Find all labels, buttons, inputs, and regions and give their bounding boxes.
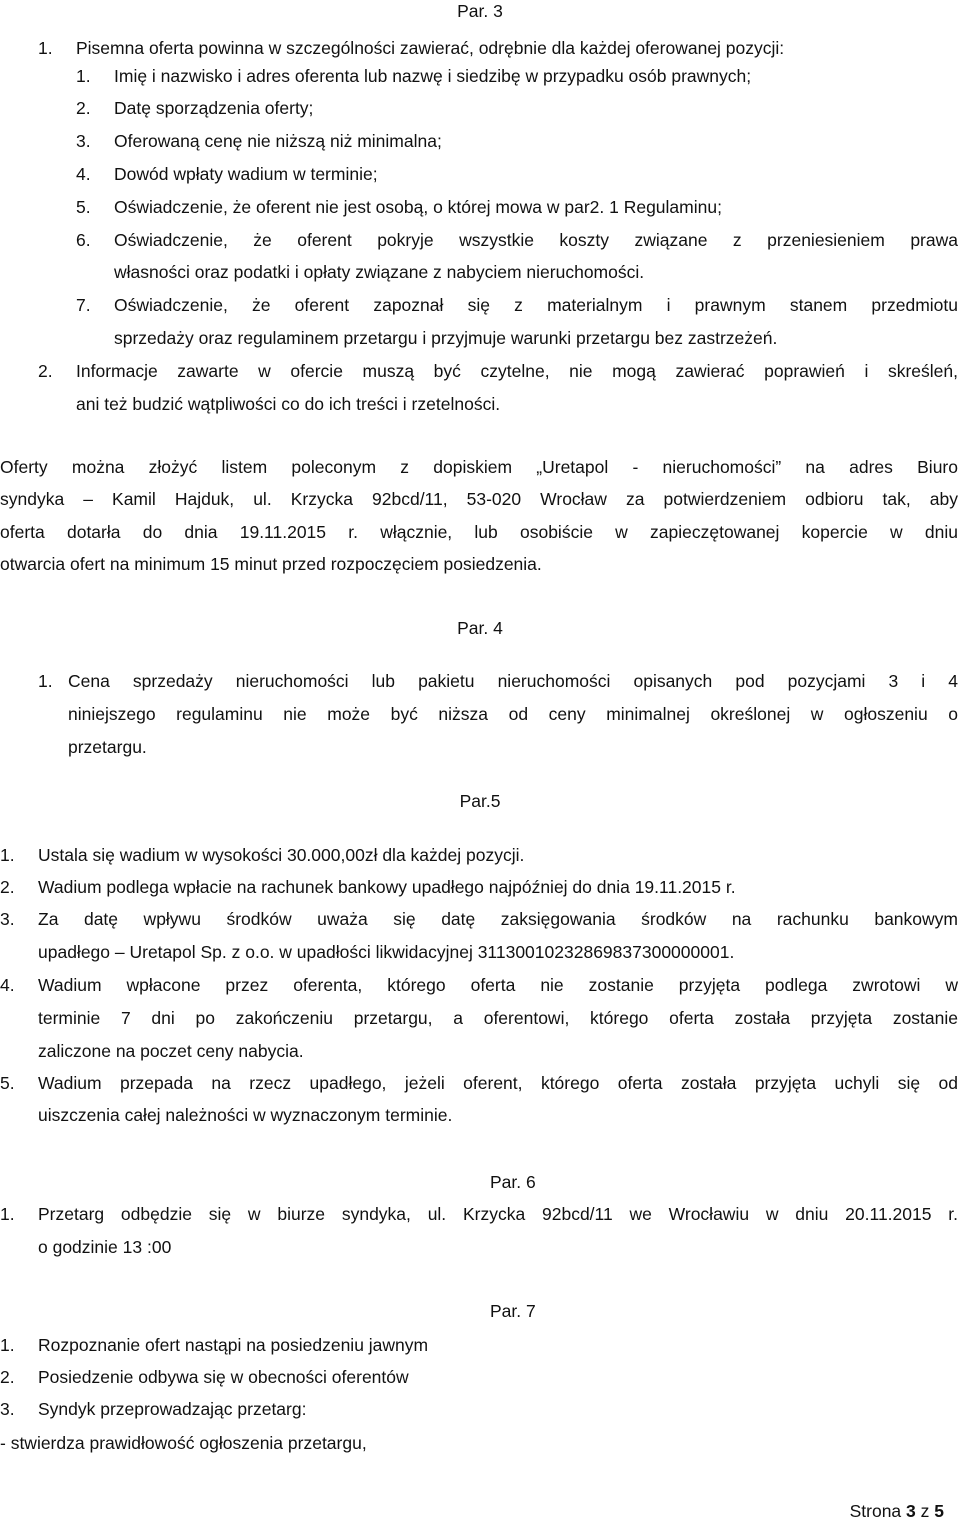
par3-subitem5-number: 5. xyxy=(76,197,91,217)
par5-item3-number: 3. xyxy=(0,909,15,929)
par4-heading: Par. 4 xyxy=(457,618,503,638)
par3-subitem4-number: 4. xyxy=(76,164,91,184)
par3-subitem2-number: 2. xyxy=(76,98,91,118)
par5-item1-line1: Ustala się wadium w wysokości 30.000,00zł dla każdej pozycji. xyxy=(38,845,525,865)
par5-heading: Par.5 xyxy=(459,791,501,811)
par7-item2-number: 2. xyxy=(0,1367,15,1387)
par6-item1-line1: Przetarg odbędzie się w biurze syndyka, ul. Krzycka 92bcd/11 we Wrocławiu w dniu 20.11.2015 r. xyxy=(38,1204,958,1224)
par3-subitem3-number: 3. xyxy=(76,131,91,151)
par5-item4-number: 4. xyxy=(0,975,15,995)
par3-subitem2-text: Datę sporządzenia oferty; xyxy=(114,98,314,118)
offer-paragraph-line4: otwarcia ofert na minimum 15 minut przed rozpoczęciem posiedzenia. xyxy=(0,554,542,574)
par5-item5-line2: uiszczenia całej należności w wyznaczonym terminie. xyxy=(38,1105,453,1125)
par4-item1-line1: Cena sprzedaży nieruchomości lub pakietu nieruchomości opisanych pod pozycjami 3 i 4 xyxy=(68,671,958,691)
par6-heading: Par. 6 xyxy=(490,1172,536,1192)
par5-item1-number: 1. xyxy=(0,845,15,865)
par3-heading: Par. 3 xyxy=(457,1,503,21)
par7-item1-text: Rozpoznanie ofert nastąpi na posiedzeniu jawnym xyxy=(38,1335,429,1355)
par3-item1-text: Pisemna oferta powinna w szczególności zawierać, odrębnie dla każdej oferowanej pozycji: xyxy=(76,38,785,58)
par5-item4-line3: zaliczone na poczet ceny nabycia. xyxy=(38,1041,304,1061)
par3-subitem7-line2: sprzedaży oraz regulaminem przetargu i przyjmuje warunki przetargu bez zastrzeżeń. xyxy=(114,328,778,348)
par5-item3-line2: upadłego – Uretapol Sp. z o.o. w upadłości likwidacyjnej 31130010232869837300000001. xyxy=(38,942,735,962)
par3-subitem4-text: Dowód wpłaty wadium w terminie; xyxy=(114,164,378,184)
par5-item5-number: 5. xyxy=(0,1073,15,1093)
par3-subitem7-number: 7. xyxy=(76,295,91,315)
offer-paragraph-line3: oferta dotarła do dnia 19.11.2015 r. włącznie, lub osobiście w zapieczętowanej kopercie w dniu xyxy=(0,522,958,542)
offer-paragraph-line1: Oferty można złożyć listem poleconym z dopiskiem „Uretapol - nieruchomości” na adres Biuro xyxy=(0,457,958,477)
par3-subitem1-text: Imię i nazwisko i adres oferenta lub nazwę i siedzibę w przypadku osób prawnych; xyxy=(114,66,752,86)
par3-subitem1-number: 1. xyxy=(76,66,91,86)
par7-item3-number: 3. xyxy=(0,1399,15,1419)
par5-item2-line1: Wadium podlega wpłacie na rachunek bankowy upadłego najpóźniej do dnia 19.11.2015 r. xyxy=(38,877,736,897)
par6-item1-number: 1. xyxy=(0,1204,15,1224)
footer-prefix: Strona xyxy=(849,1501,907,1521)
par3-subitem6-line1: Oświadczenie, że oferent pokryje wszystkie koszty związane z przeniesieniem prawa xyxy=(114,230,958,250)
par3-item1-number: 1. xyxy=(38,38,53,58)
offer-paragraph-line2: syndyka – Kamil Hajduk, ul. Krzycka 92bcd/11, 53-020 Wrocław za potwierdzeniem odbioru tak, aby xyxy=(0,489,958,509)
par5-item5-line1: Wadium przepada na rzecz upadłego, jeżeli oferent, którego oferta została przyjęta uchyli się od xyxy=(38,1073,958,1093)
footer-total-pages: 5 xyxy=(934,1501,944,1521)
par6-item1-line2: o godzinie 13 :00 xyxy=(38,1237,172,1257)
par7-item3-text: Syndyk przeprowadzając przetarg: xyxy=(38,1399,307,1419)
par3-item2-line2: ani też budzić wątpliwości co do ich treści i rzetelności. xyxy=(76,394,501,414)
par5-item3-line1: Za datę wpływu środków uważa się datę zaksięgowania środków na rachunku bankowym xyxy=(38,909,958,929)
par3-subitem6-line2: własności oraz podatki i opłaty związane z nabyciem nieruchomości. xyxy=(114,262,645,282)
par7-item1-number: 1. xyxy=(0,1335,15,1355)
par5-item4-line1: Wadium wpłacone przez oferenta, którego oferta nie zostanie przyjęta podlega zwrotowi w xyxy=(38,975,958,995)
par3-subitem7-line1: Oświadczenie, że oferent zapoznał się z materialnym i prawnym stanem przedmiotu xyxy=(114,295,958,315)
par4-item1-line3: przetargu. xyxy=(68,737,147,757)
par3-subitem5-text: Oświadczenie, że oferent nie jest osobą, o której mowa w par2. 1 Regulaminu; xyxy=(114,197,722,217)
page-footer xyxy=(850,1500,944,1522)
par3-item2-number: 2. xyxy=(38,361,53,381)
par3-subitem6-number: 6. xyxy=(76,230,91,250)
par7-heading: Par. 7 xyxy=(490,1301,536,1321)
par7-item2-text: Posiedzenie odbywa się w obecności oferentów xyxy=(38,1367,409,1387)
par4-item1-number: 1. xyxy=(38,671,53,691)
footer-middle: z xyxy=(915,1501,935,1521)
par5-item2-number: 2. xyxy=(0,877,15,897)
par3-subitem3-text: Oferowaną cenę nie niższą niż minimalna; xyxy=(114,131,442,151)
par3-item2-line1: Informacje zawarte w ofercie muszą być czytelne, nie mogą zawierać poprawień i skreśleń, xyxy=(76,361,958,381)
par7-dash-item: - stwierdza prawidłowość ogłoszenia przetargu, xyxy=(0,1433,367,1453)
par5-item4-line2: terminie 7 dni po zakończeniu przetargu, a oferentowi, którego oferta została przyjęta zostanie xyxy=(38,1008,958,1028)
par4-item1-line2: niniejszego regulaminu nie może być niższa od ceny minimalnej określonej w ogłoszeniu o xyxy=(68,704,958,724)
footer-current-page: 3 xyxy=(906,1501,916,1521)
